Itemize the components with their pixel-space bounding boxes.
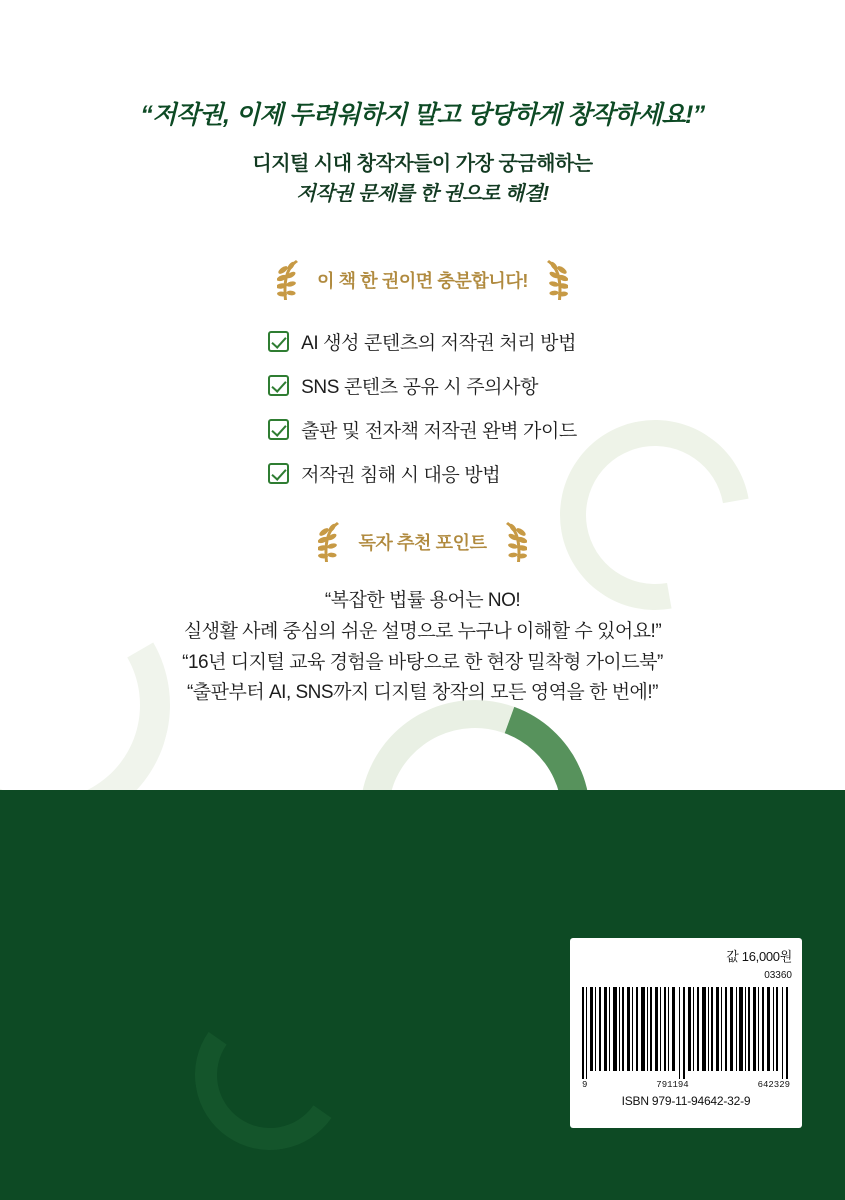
list-item [268, 416, 577, 443]
barcode-digits [580, 1080, 792, 1090]
laurel-left-icon [318, 520, 344, 564]
reader-point-line: “복잡한 법률 용어는 NO! [324, 590, 521, 611]
list-item-label: 출판 및 전자책 저작권 완벽 가이드 [301, 421, 577, 442]
headline-subtitle-line1: 디지털 시대 창작자들이 가장 궁금해하는 [252, 153, 593, 175]
check-icon [268, 375, 289, 396]
headline-block [0, 95, 845, 209]
reader-points-list [0, 586, 845, 709]
barcode-digit-left: 9 [582, 1080, 588, 1090]
laurel-left-icon [277, 258, 303, 302]
barcode-bars [580, 987, 792, 1079]
page-title: “저작권, 이제 두려워하지 말고 당당하게 창작하세요!” [140, 101, 705, 129]
headline-subtitle-line2: 저작권 문제를 한 권으로 해결! [296, 183, 549, 205]
price-label: 값 16,000원 [726, 949, 792, 964]
reader-point-line: “16년 디지털 교육 경험을 바탕으로 한 현장 밀착형 가이드북” [182, 651, 663, 673]
decorative-ring-dark [183, 988, 357, 1162]
reader-points-heading [0, 520, 845, 564]
laurel-right-icon [501, 520, 527, 564]
barcode-digit-right: 642329 [757, 1080, 790, 1090]
reader-points-heading-label: 독자 추천 포인트 [358, 533, 487, 553]
check-icon [268, 463, 289, 484]
list-item-label: AI 생성 콘텐츠의 저작권 처리 방법 [301, 333, 577, 354]
reader-point-line: 실생활 사례 중심의 쉬운 설명으로 누구나 이해할 수 있어요!” [183, 620, 662, 642]
reader-points-section [0, 520, 845, 709]
list-item [268, 372, 577, 399]
isbn-label: ISBN 979-11-94642-32-9 [621, 1094, 751, 1108]
laurel-right-icon [542, 258, 568, 302]
checklist-heading-label: 이 책 한 권이면 충분합니다! [317, 271, 528, 291]
headline-subtitle [0, 149, 845, 209]
checklist-section [0, 258, 845, 504]
list-item-label: 저작권 침해 시 대응 방법 [301, 465, 501, 486]
list-item [268, 328, 577, 355]
subcode-label: 03360 [764, 970, 792, 981]
list-item-label: SNS 콘텐츠 공유 시 주의사항 [301, 377, 539, 398]
checklist-heading [0, 258, 845, 302]
list-item [268, 460, 577, 487]
check-icon [268, 331, 289, 352]
reader-point-line: “출판부터 AI, SNS까지 디지털 창작의 모든 영역을 한 번에!” [186, 682, 659, 704]
barcode-block [570, 938, 802, 1128]
check-icon [268, 419, 289, 440]
checklist-items [268, 328, 577, 504]
barcode-digit-mid: 791194 [656, 1080, 689, 1090]
